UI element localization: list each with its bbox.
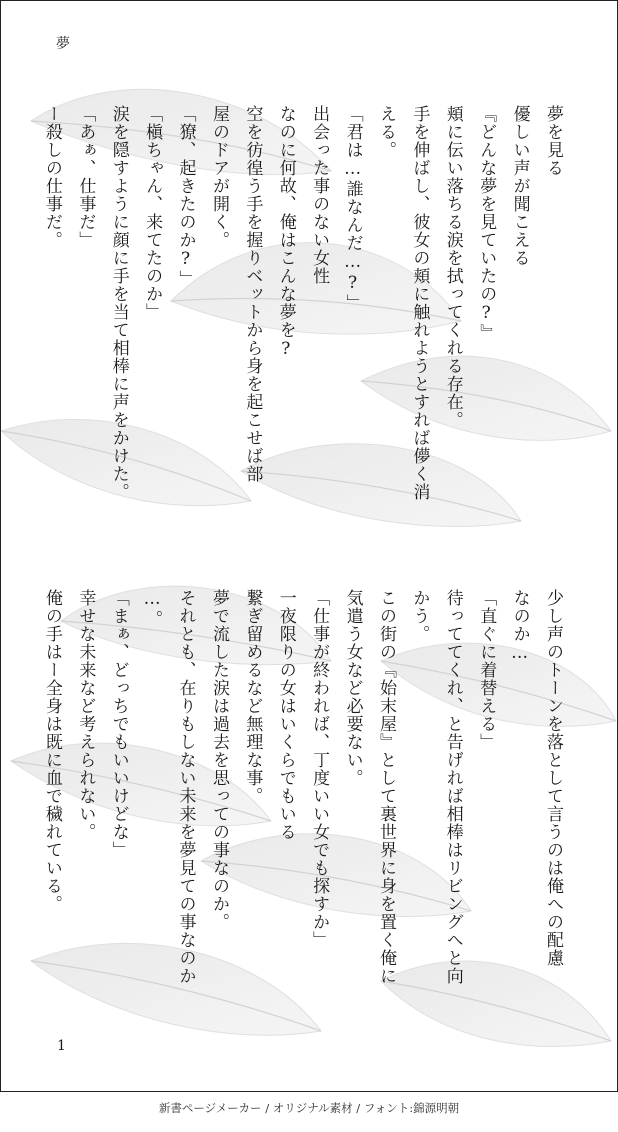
text-column: 待っててくれ、と告げれば相棒はリビングへと向 xyxy=(442,589,463,985)
text-column: 気遣う女など必要ない。 xyxy=(342,589,363,787)
text-block-top xyxy=(35,105,570,535)
footer-credit: 新書ページメーカー / オリジナル素材 / フォント:錦源明朝 xyxy=(158,1101,460,1115)
text-column: それとも、在りもしない未来を夢見ての事なのか xyxy=(175,589,196,985)
text-column: 一夜限りの女はいくらでもいる xyxy=(275,589,296,841)
text-column: なのか… xyxy=(509,589,530,664)
text-column: 優しい声が聞こえる xyxy=(509,105,530,267)
text-column: 「まぁ、どっちでもいいけどな」 xyxy=(108,589,129,859)
text-column: 屋のドアが開く。 xyxy=(208,105,229,249)
page-number: 1 xyxy=(57,1038,66,1054)
text-column: 『どんな夢を見ていたの?』 xyxy=(476,105,497,342)
text-column: 「槇ちゃん、来てたのか」 xyxy=(142,105,163,321)
text-column: …。 xyxy=(142,589,163,628)
text-column: 幸せな未来など考えられない。 xyxy=(75,589,96,841)
text-column: 出会った事のない女性 xyxy=(309,105,330,285)
text-column: 少し声のトーンを落として言うのは俺への配慮 xyxy=(543,589,563,967)
text-column: 涙を隠すように顔に手を当て相棒に声をかけた。 xyxy=(108,105,129,501)
text-column: 「獠、起きたのか?」 xyxy=(175,105,196,288)
text-column: 「仕事が終われば、丁度いい女でも探すか」 xyxy=(309,589,330,949)
text-column: える。 xyxy=(375,105,396,159)
text-block-bottom xyxy=(35,589,570,1019)
text-column: 夢で流した涙は過去を思っての事なのか。 xyxy=(208,589,229,931)
page-title: 夢 xyxy=(56,36,70,52)
text-column: かう。 xyxy=(409,589,430,643)
text-column: 手を伸ばし、彼女の頬に触れようとすれば儚く消 xyxy=(409,105,430,501)
text-column: 「あぁ、仕事だ」 xyxy=(75,105,96,249)
text-column: 頬に伝い落ちる涙を拭ってくれる存在。 xyxy=(442,105,463,429)
text-column: なのに何故、俺はこんな夢を? xyxy=(275,105,296,360)
text-column: 「君は…誰なんだ…?」 xyxy=(342,105,363,312)
text-column: 夢を見る xyxy=(543,105,563,177)
text-column: 俺の手はー全身は既に血で穢れている。 xyxy=(41,589,62,913)
text-column: 空を彷徨う手を握りベットから身を起こせば部 xyxy=(242,105,263,483)
text-column: この街の『始末屋』として裏世界に身を置く俺に xyxy=(375,589,396,985)
text-column: 「直ぐに着替える」 xyxy=(476,589,497,751)
text-column: ー殺しの仕事だ。 xyxy=(41,105,62,249)
text-column: 繋ぎ留めるなど無理な事。 xyxy=(242,589,263,805)
